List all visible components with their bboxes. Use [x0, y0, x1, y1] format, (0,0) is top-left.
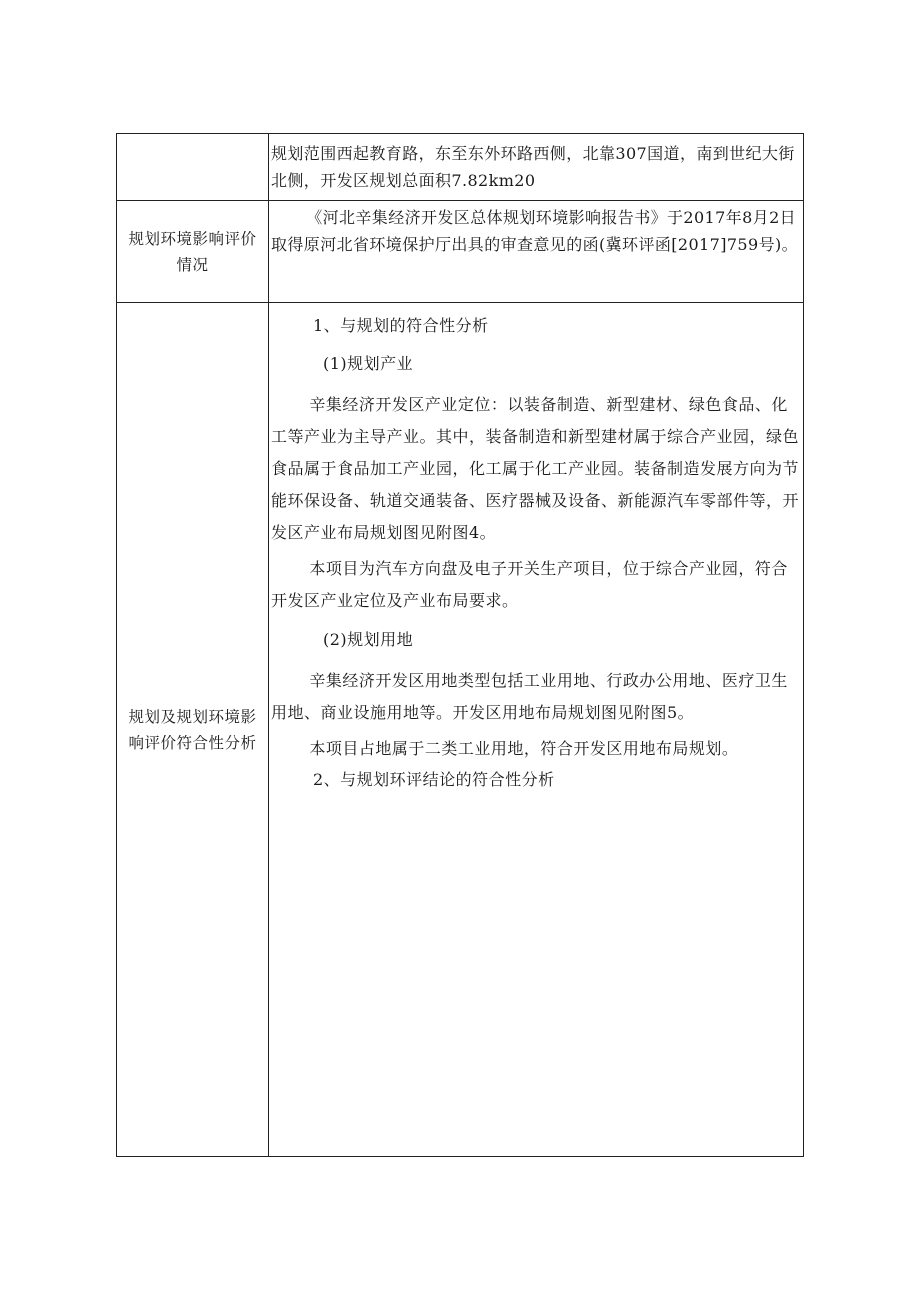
paragraph-land-types: 辛集经济开发区用地类型包括工业用地、行政办公用地、医疗卫生用地、商业设施用地等。开发区用地布局规划图见附图5。 [271, 671, 788, 722]
heading-plan-conformity: 1、与规划的符合性分析 [313, 316, 489, 335]
subheading-planned-land: (2)规划用地 [323, 630, 414, 649]
heading-eia-conformity: 2、与规划环评结论的符合性分析 [313, 770, 555, 789]
table-row-planning-eia [117, 201, 804, 303]
document-table [116, 133, 804, 1157]
table-row-planning-scope [117, 134, 804, 201]
paragraph-project-land: 本项目占地属于二类工业用地，符合开发区用地布局规划。 [309, 739, 739, 758]
planning-scope-text: 规划范围西起教育路，东至东外环路西侧，北靠307国道，南到世纪大街北侧，开发区规划总面积7.82km20 [269, 134, 804, 201]
planning-eia-cell [269, 201, 804, 303]
subheading-planned-industry: (1)规划产业 [323, 354, 414, 373]
row-label-empty [117, 134, 269, 201]
row-label-planning-eia: 规划环境影响评价情况 [117, 201, 269, 303]
paragraph-industry-positioning: 辛集经济开发区产业定位：以装备制造、新型建材、绿色食品、化工等产业为主导产业。其中，装备制造和新型建材属于综合产业园，绿色食品属于食品加工产业园，化工属于化工产业园。装备制造发展方向为节能环保设备、轨道交通装备、医疗器械及设备、新能源汽车零部件等，开发区产业布局规划图见附图4。 [271, 395, 800, 542]
planning-eia-text: 《河北辛集经济开发区总体规划环境影响报告书》于2017年8月2日取得原河北省环境保护厅出具的审查意见的函(冀环评函[2017]759号)。 [271, 208, 799, 254]
table-row-conformity [117, 303, 804, 1157]
row-label-conformity: 规划及规划环境影响评价符合性分析 [117, 303, 269, 1157]
paragraph-project-industry: 本项目为汽车方向盘及电子开关生产项目，位于综合产业园，符合开发区产业定位及产业布局要求。 [271, 559, 788, 610]
conformity-analysis-cell [269, 303, 804, 1157]
